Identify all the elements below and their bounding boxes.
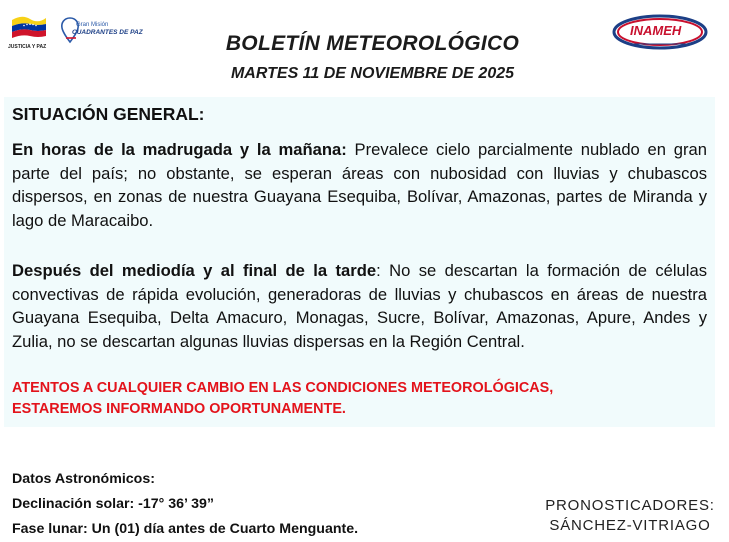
astronomy-block <box>12 467 358 542</box>
morning-lead: En horas de la madrugada y la mañana: <box>12 140 347 159</box>
solar-declination: Declinación solar: -17° 36’ 39” <box>12 496 215 512</box>
morning-forecast-paragraph <box>12 138 707 232</box>
forecasters-label: PRONOSTICADORES: <box>545 497 715 514</box>
afternoon-text: : No se descartan la formación de células convectivas de rápida evolución, generadoras de lluvias y chubascos en áreas de nuestra Guayana Esequiba, Delta Amacuro, Monagas, Sucre, Bolívar, Amazonas, Apure, Andes y Zulia, no se descartan algunas lluvias dispersas en la Región Central. <box>12 261 707 351</box>
astronomy-heading: Datos Astronómicos: <box>12 471 155 487</box>
alert-line-2: ESTAREMOS INFORMANDO OPORTUNAMENTE. <box>12 401 346 417</box>
morning-text: Prevalece cielo parcialmente nublado en gran parte del país; no obstante, se esperan áreas con nubosidad con lluvias y chubascos dispersos, en zonas de nuestra Guayana Esequiba, Bolívar, Amazonas, partes de Miranda y lago de Maracaibo. <box>12 140 707 230</box>
moon-phase: Fase lunar: Un (01) día antes de Cuarto Menguante. <box>12 521 359 537</box>
bulletin-title: BOLETÍN METEOROLÓGICO <box>225 32 520 55</box>
mision-big-text: CUADRANTES DE PAZ <box>72 29 143 36</box>
situation-heading: SITUACIÓN GENERAL: <box>12 104 205 124</box>
afternoon-forecast-paragraph <box>12 259 707 353</box>
alert-line-1: ATENTOS A CUALQUIER CAMBIO EN LAS CONDICIONES METEOROLÓGICAS, <box>12 380 554 396</box>
afternoon-lead: Después del mediodía y al final de la tarde <box>12 261 377 280</box>
forecasters-block <box>540 496 720 536</box>
forecasters-names: SÁNCHEZ-VITRIAGO <box>549 517 711 534</box>
inameh-text: INAMEH <box>630 23 682 38</box>
mision-small-text: Gran Misión <box>76 22 109 28</box>
bulletin-date: MARTES 11 DE NOVIEMBRE DE 2025 <box>230 65 515 82</box>
alert-message <box>12 378 702 420</box>
flag-caption: JUSTICIA Y PAZ <box>8 44 47 50</box>
